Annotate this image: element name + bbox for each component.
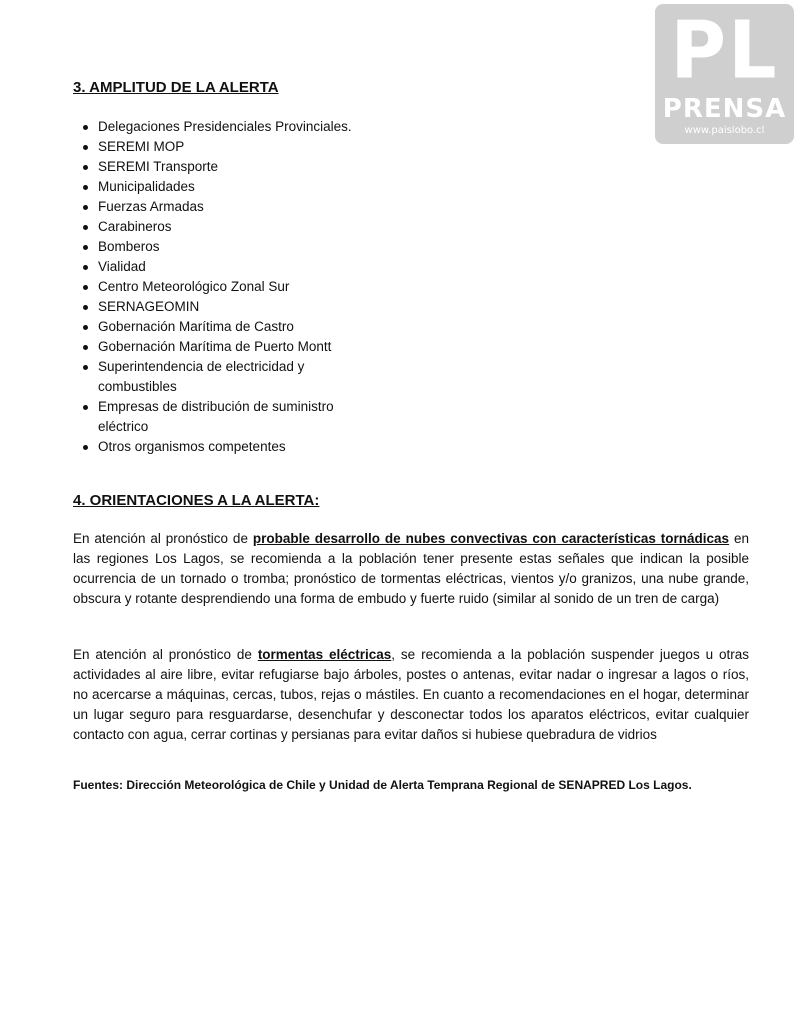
tornado-paragraph-emphasis: probable desarrollo de nubes convectivas con características tornádicas xyxy=(252,531,730,546)
storm-paragraph-body: , se recomienda a la población suspender juegos u otras actividades al aire libre, evitar refugiarse bajo árboles, postes o antenas, evitar nadar o ingresar a lagos o ríos, no acercarse a máquinas, cercas, tubos, rejas o mástiles. En cuanto a recomendaciones en el hogar, determinar un lugar seguro para resguardarse, desenchufar y desconectar todos los aparatos eléctricos, evitar cualquier contacto con agua, cerrar cortinas y persianas para evitar daños si hubiese quebradura de vidrios xyxy=(73,647,749,742)
tornado-paragraph-body: en las regiones Los Lagos, se recomienda a la población tener presente estas señales que indican la posible ocurrencia de un tornado o tromba; pronóstico de tormentas eléctricas, vientos y/o granizos, una nube grande, obscura y rotante desprendiendo una forma de embudo y fuerte ruido (similar al sonido de un tren de carga) xyxy=(73,531,749,606)
list-item: Municipalidades xyxy=(80,177,398,197)
logo-url: www.paislobo.cl xyxy=(684,125,765,136)
list-item: Otros organismos competentes xyxy=(80,437,398,457)
list-item: Fuerzas Armadas xyxy=(80,197,398,217)
sources-note: Fuentes: Dirección Meteorológica de Chile y Unidad de Alerta Temprana Regional de SENAPRED Los Lagos. xyxy=(73,778,692,792)
alert-scope-list xyxy=(80,117,398,457)
storm-paragraph xyxy=(73,645,749,745)
section-4-title: 4. ORIENTACIONES A LA ALERTA: xyxy=(73,492,320,509)
list-item: SEREMI MOP xyxy=(80,137,398,157)
storm-paragraph-intro: En atención al pronóstico de xyxy=(73,647,258,662)
storm-paragraph-emphasis: tormentas eléctricas xyxy=(257,647,392,662)
list-item: SERNAGEOMIN xyxy=(80,297,398,317)
watermark-logo xyxy=(655,4,794,144)
list-item: Vialidad xyxy=(80,257,398,277)
list-item: Carabineros xyxy=(80,217,398,237)
list-item: Centro Meteorológico Zonal Sur xyxy=(80,277,398,297)
logo-word: PRENSA xyxy=(662,94,787,124)
logo-mark: PL xyxy=(670,4,779,97)
tornado-paragraph xyxy=(73,529,749,609)
list-item: Delegaciones Presidenciales Provinciales. xyxy=(80,117,398,137)
list-item: Bomberos xyxy=(80,237,398,257)
list-item: Empresas de distribución de suministro eléctrico xyxy=(80,397,358,437)
section-3-title: 3. AMPLITUD DE LA ALERTA xyxy=(73,79,279,96)
list-item: Gobernación Marítima de Puerto Montt xyxy=(80,337,398,357)
tornado-paragraph-intro: En atención al pronóstico de xyxy=(73,531,253,546)
list-item: Superintendencia de electricidad y combustibles xyxy=(80,357,333,397)
list-item: Gobernación Marítima de Castro xyxy=(80,317,398,337)
list-item: SEREMI Transporte xyxy=(80,157,398,177)
